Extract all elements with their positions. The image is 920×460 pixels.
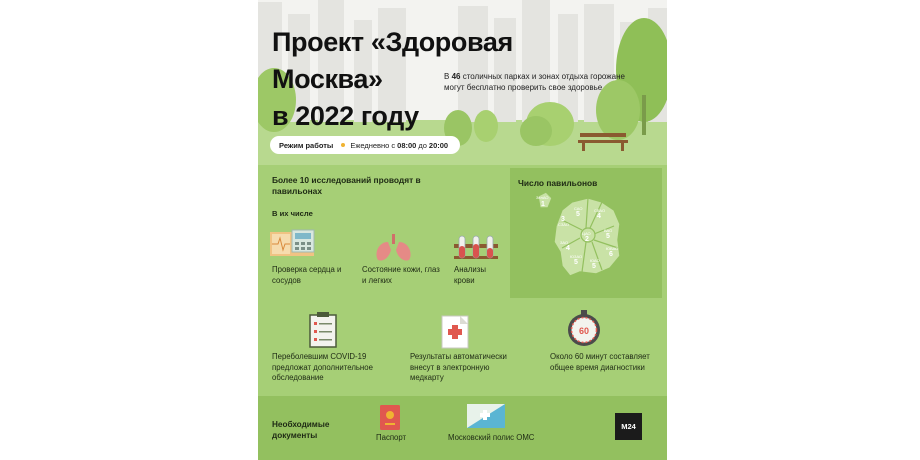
district-count-yuvao: 6 bbox=[609, 251, 613, 258]
pavilions-heading: Число павильонов bbox=[518, 178, 598, 188]
district-count-yuzao: 5 bbox=[574, 259, 578, 266]
document-passport: Паспорт bbox=[376, 433, 407, 442]
intro-suffix: столичных парках и зонах отдыха горожане могут бесплатно проверить свое здоровье bbox=[444, 72, 625, 92]
infographic-poster bbox=[258, 0, 667, 460]
district-count-svao: 4 bbox=[597, 213, 601, 220]
district-label-yuao: ЮАО bbox=[590, 258, 600, 263]
hours-prefix: Ежедневно с bbox=[350, 140, 396, 150]
research-heading: Более 10 исследований проводят в павильонах bbox=[272, 175, 421, 196]
title-line-2: в 2022 году bbox=[272, 101, 419, 131]
district-label-zelao: ЗелАО bbox=[536, 195, 549, 200]
documents-panel bbox=[258, 396, 667, 460]
medical-card-icon bbox=[442, 316, 468, 348]
district-label-zao: ЗАО bbox=[560, 240, 569, 245]
among-them-label: В их числе bbox=[272, 209, 313, 218]
district-count-vao: 5 bbox=[606, 233, 610, 240]
district-label-szao: СЗАО bbox=[558, 222, 569, 227]
info-duration: Около 60 минут составляет общее время диагностики bbox=[550, 352, 650, 372]
check-heart: Проверка сердца и сосудов bbox=[272, 265, 342, 285]
clipboard-icon bbox=[310, 312, 336, 347]
district-count-zelao: 1 bbox=[541, 201, 545, 208]
info-medcard: Результаты автоматически внесут в электронную медкарту bbox=[410, 352, 507, 382]
document-oms: Московский полис ОМС bbox=[448, 433, 535, 442]
intro-prefix: В bbox=[444, 72, 452, 81]
title-line-1: Проект «Здоровая Москва» bbox=[272, 27, 513, 94]
passport-icon bbox=[380, 405, 400, 430]
info-icons bbox=[258, 0, 667, 460]
district-label-sao: САО bbox=[574, 206, 583, 211]
info-covid: Переболевшим COVID-19 предложат дополнительное обследование bbox=[272, 352, 373, 382]
intro-park-count: 46 bbox=[451, 72, 461, 81]
hours-mid: до bbox=[418, 140, 427, 150]
documents-heading: Необходимые документы bbox=[272, 420, 330, 440]
district-count-sao: 5 bbox=[576, 211, 580, 218]
timer-value: 60 bbox=[578, 326, 589, 336]
district-count-yuao: 5 bbox=[592, 263, 596, 270]
district-count-szao: 3 bbox=[561, 216, 565, 223]
hours-from: 08:00 bbox=[397, 140, 417, 150]
check-blood: Анализы крови bbox=[454, 265, 486, 285]
check-skin: Состояние кожи, глаз и легких bbox=[362, 265, 440, 285]
m24-logo: M24 bbox=[615, 413, 642, 440]
district-label-yuzao: ЮЗАО bbox=[570, 254, 583, 259]
district-label-vao: ВАО bbox=[604, 228, 613, 233]
hours-to: 20:00 bbox=[428, 140, 449, 150]
hours-label: Режим работы bbox=[279, 140, 334, 150]
district-count-zao: 4 bbox=[566, 245, 570, 252]
district-label-svao: СВАО bbox=[594, 208, 606, 213]
document-icons bbox=[258, 396, 667, 460]
district-label-yuvao: ЮВАО bbox=[606, 246, 619, 251]
district-label-cao: ЦАО bbox=[582, 231, 591, 236]
insurance-card-icon bbox=[467, 404, 505, 428]
district-count-cao: 2 bbox=[585, 236, 589, 243]
